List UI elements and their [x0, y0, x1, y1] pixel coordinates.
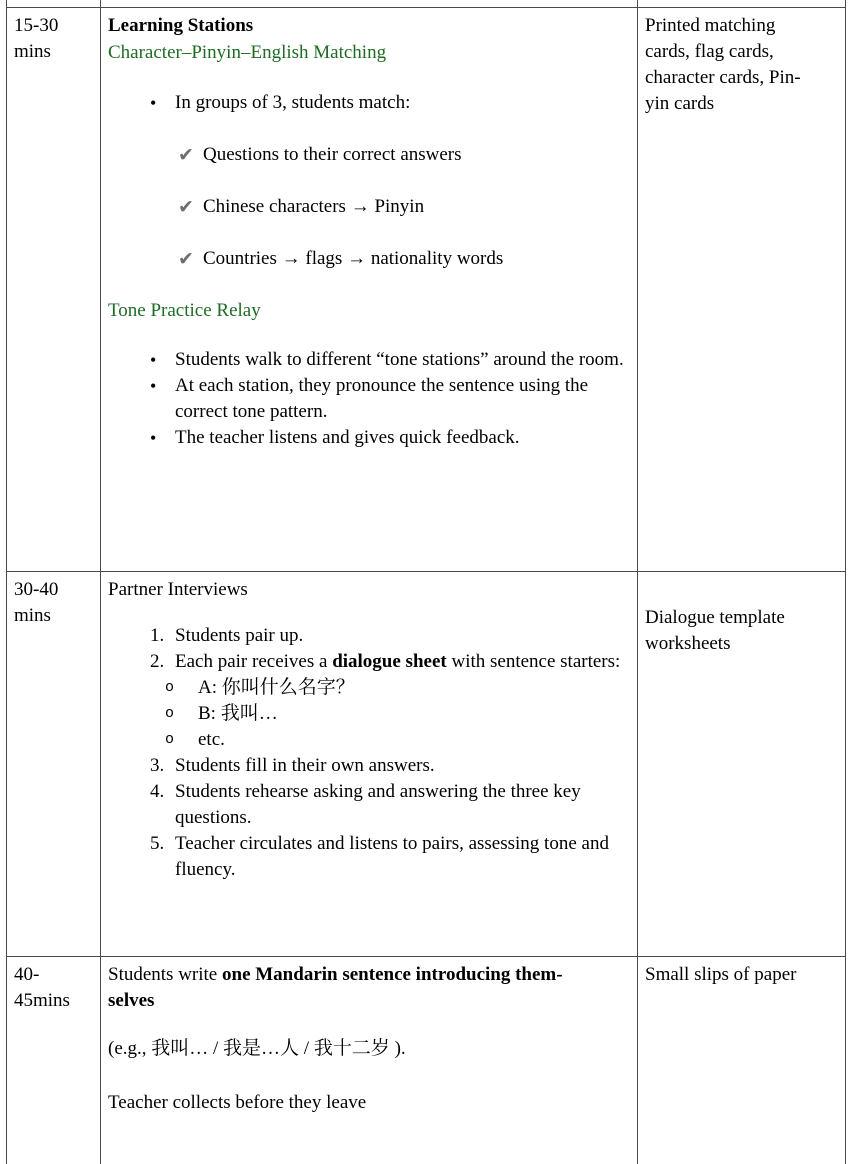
list-item	[108, 246, 630, 272]
check-icon: ✔	[178, 144, 194, 166]
bullet-icon: •	[150, 376, 157, 396]
list-item	[108, 623, 630, 649]
time-cell	[7, 8, 101, 572]
list-item	[108, 347, 630, 373]
time-cell	[7, 572, 101, 957]
circle-bullet-icon: o	[165, 731, 175, 748]
list-number: 2.	[150, 651, 165, 672]
activity-title: Partner Interviews	[108, 579, 248, 600]
circle-bullet-icon: o	[165, 705, 175, 722]
list-item	[108, 90, 630, 116]
table-row-cutoff	[7, 0, 846, 8]
materials-line: worksheets	[645, 633, 731, 654]
list-item-text: At each station, they pronounce the sentence using the correct tone pattern.	[175, 375, 589, 422]
bullet-icon: •	[150, 428, 157, 448]
list-item	[108, 831, 630, 883]
list-item-text: Questions to their correct answers	[203, 144, 462, 165]
time-line: 45mins	[14, 990, 70, 1011]
paragraph-text: Students write	[108, 964, 222, 985]
activity-title: Learning Stations	[108, 15, 254, 36]
list-item	[108, 727, 630, 753]
materials-cell	[638, 572, 846, 957]
list-item-text: In groups of 3, students match:	[175, 92, 411, 113]
check-list	[108, 142, 630, 272]
list-item	[108, 701, 630, 727]
list-item	[108, 779, 630, 831]
list-item	[108, 373, 630, 425]
list-number: 1.	[150, 625, 165, 646]
circle-bullet-icon: o	[165, 679, 175, 696]
activity-cell	[101, 8, 638, 572]
check-icon: ✔	[178, 248, 194, 270]
list-item-text: etc.	[198, 729, 225, 750]
list-number: 4.	[150, 781, 165, 802]
materials-block	[645, 605, 838, 657]
list-item-text: A: 你叫什么名字？	[198, 677, 355, 698]
activity-subtitle: Character–Pinyin–English Matching	[108, 42, 387, 63]
activity-subtitle: Tone Practice Relay	[108, 300, 261, 321]
list-item	[108, 142, 630, 168]
list-item-text: Students rehearse asking and answering the three key questions.	[175, 781, 581, 828]
time-line: mins	[14, 41, 51, 62]
paragraph-text-bold: one Mandarin sentence introducing them-	[222, 964, 563, 985]
step-text: with sentence starters:	[446, 651, 621, 672]
activity-paragraph: Teacher collects before they leave	[108, 1092, 367, 1113]
step-text: Each pair receives a	[175, 651, 333, 672]
time-line: 40-	[14, 964, 40, 985]
bullet-icon: •	[150, 350, 157, 370]
paragraph-text-bold: selves	[108, 990, 155, 1011]
list-item-text: Students walk to different “tone stations” around the room.	[175, 349, 624, 370]
activity-paragraph	[108, 962, 630, 1014]
list-number: 3.	[150, 755, 165, 776]
materials-line: Printed matching	[645, 15, 776, 36]
list-item	[108, 649, 630, 675]
activity-cell	[101, 572, 638, 957]
time-cell	[7, 957, 101, 1164]
time-line: 30-40	[14, 579, 59, 600]
table-row	[7, 8, 846, 572]
list-item	[108, 194, 630, 220]
materials-line: yin cards	[645, 93, 715, 114]
list-item-text: Chinese characters → Pinyin	[203, 196, 425, 217]
step-text-bold: dialogue sheet	[332, 651, 447, 672]
lesson-plan-table	[6, 0, 846, 1164]
list-item-text: Countries → flags → nationality words	[203, 248, 504, 269]
materials-cell	[638, 8, 846, 572]
list-item-text: B: 我叫…	[198, 703, 278, 724]
table-row	[7, 957, 846, 1164]
materials-cell	[638, 957, 846, 1164]
activity-paragraph: (e.g., 我叫… / 我是…人 / 我十二岁 ).	[108, 1038, 406, 1059]
bullet-icon: •	[150, 93, 157, 113]
materials-line: Dialogue template	[645, 607, 785, 628]
check-icon: ✔	[178, 196, 194, 218]
list-item-text: The teacher listens and gives quick feedback.	[175, 427, 520, 448]
list-item	[108, 753, 630, 779]
list-item-text: Students pair up.	[175, 625, 304, 646]
materials-line: Small slips of paper	[645, 964, 797, 985]
list-item	[108, 425, 630, 451]
materials-line: cards, flag cards,	[645, 41, 774, 62]
time-line: 15-30	[14, 15, 59, 36]
bullet-list	[108, 347, 630, 451]
empty-time-cell	[7, 0, 101, 8]
list-item-text: Teacher circulates and listens to pairs, assessing tone and fluency.	[175, 833, 609, 880]
list-item	[108, 675, 630, 701]
list-item-text	[175, 649, 630, 675]
sub-bullet-list	[108, 675, 630, 753]
list-item-text: Students fill in their own answers.	[175, 755, 435, 776]
time-line: mins	[14, 605, 51, 626]
numbered-list	[108, 623, 630, 883]
empty-activity-cell	[101, 0, 638, 8]
activity-cell	[101, 957, 638, 1164]
list-number: 5.	[150, 833, 165, 854]
materials-line: character cards, Pin-	[645, 67, 801, 88]
empty-materials-cell	[638, 0, 846, 8]
table-row	[7, 572, 846, 957]
